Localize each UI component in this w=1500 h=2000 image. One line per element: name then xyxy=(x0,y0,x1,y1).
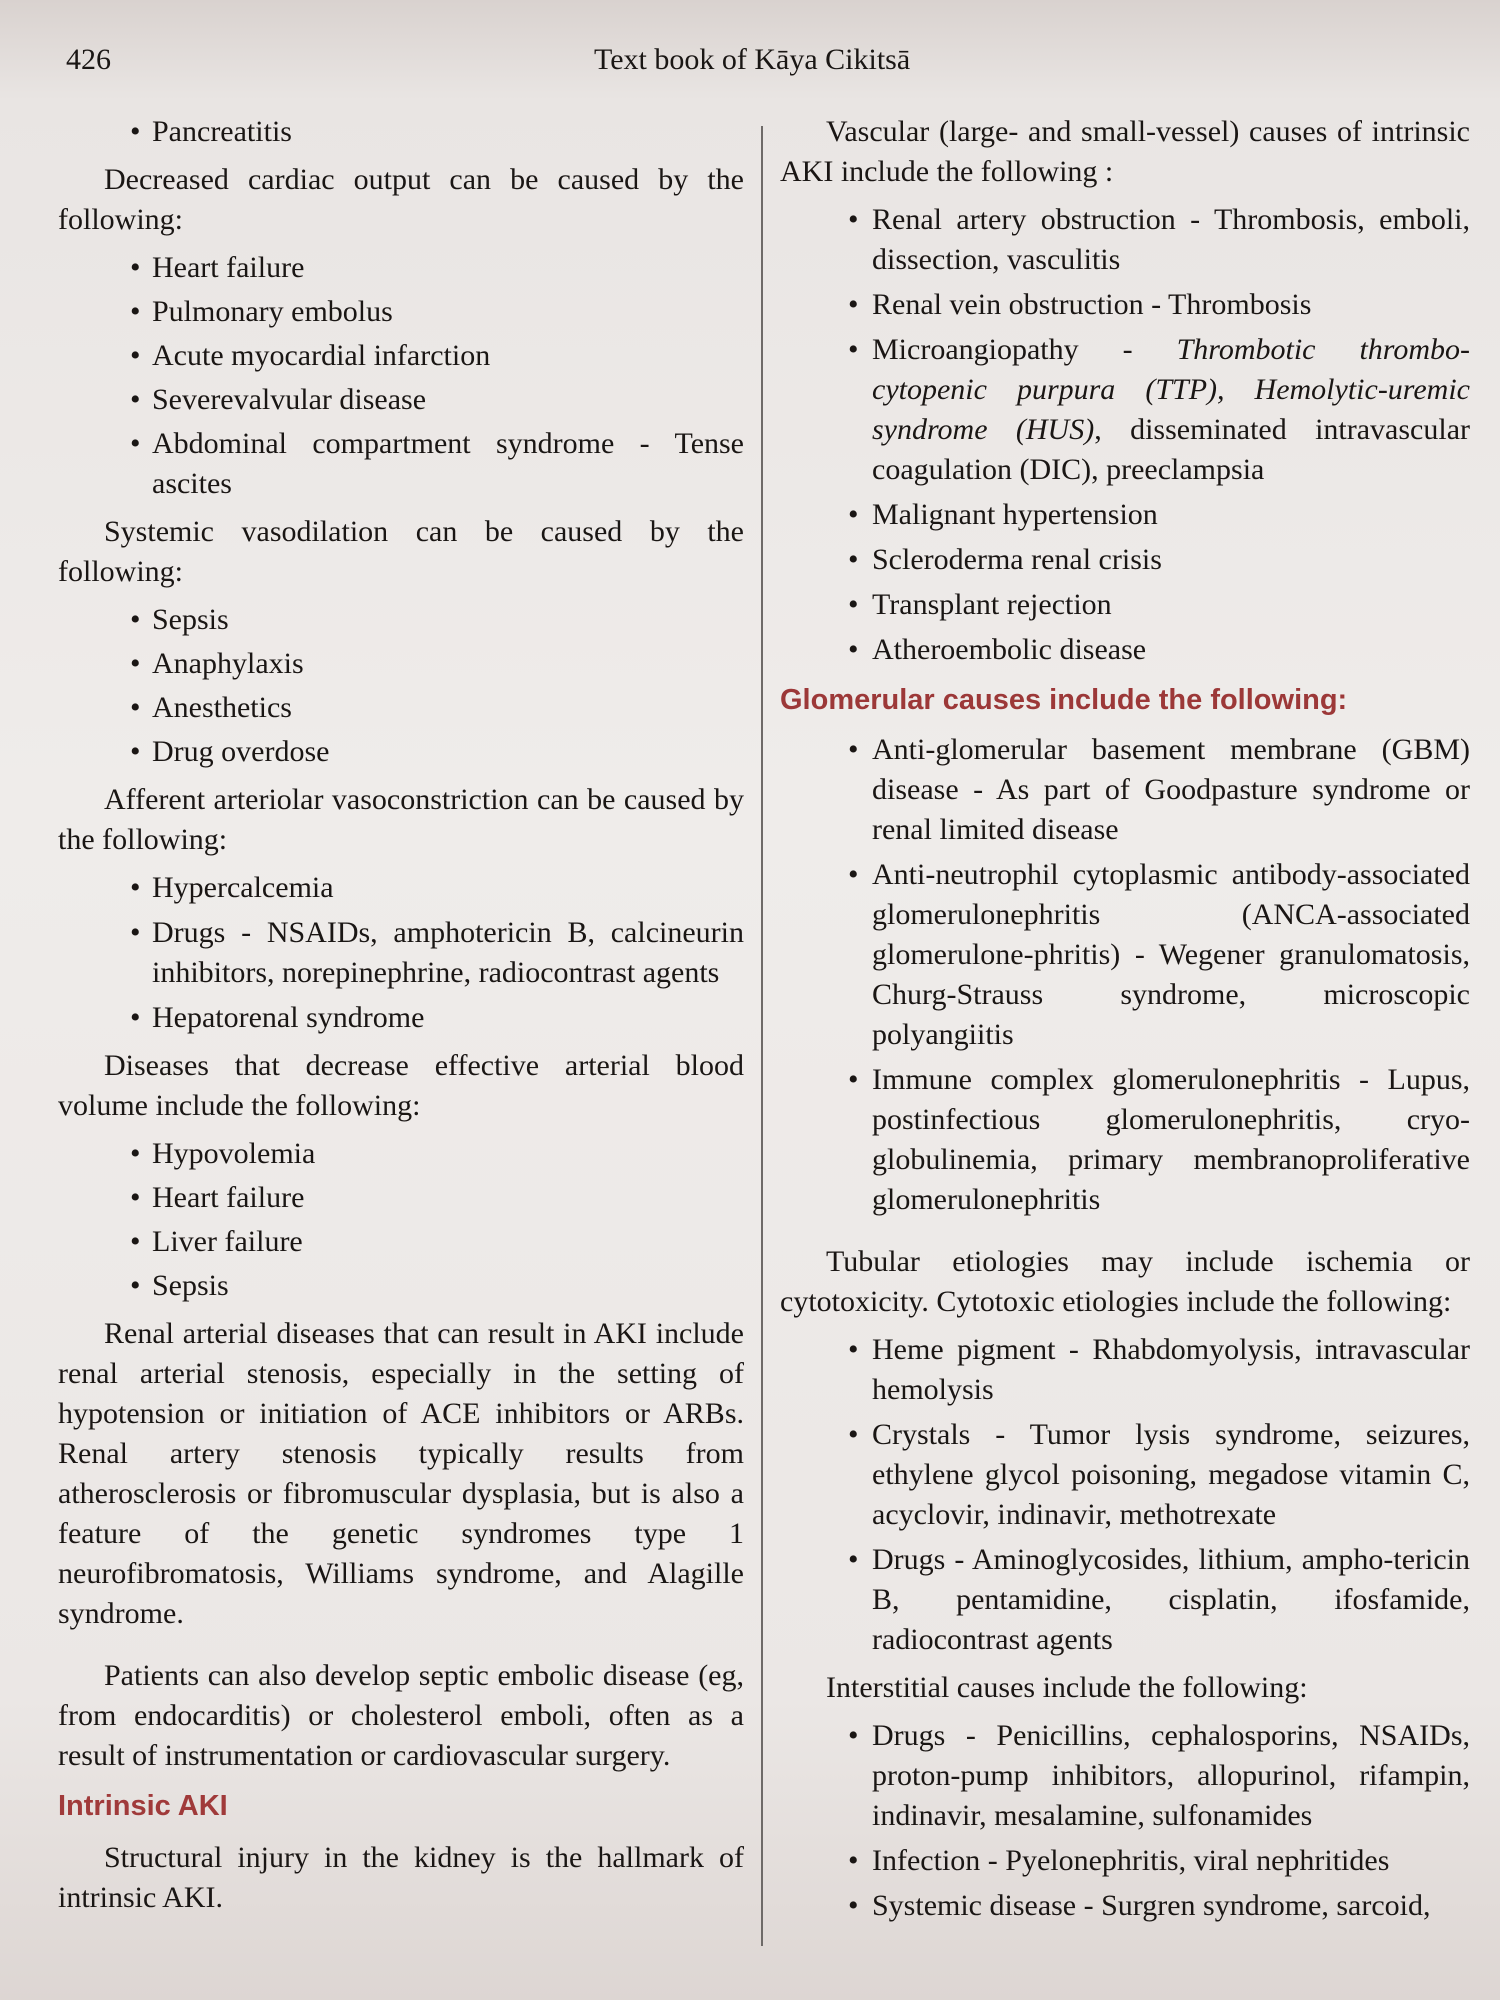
page-number: 426 xyxy=(66,43,111,76)
list-item: • Heart failure xyxy=(58,248,744,288)
microangiopathy-rest: , disseminated intravascular coagulation (DIC), preeclampsia xyxy=(872,413,1471,486)
list-item: • Heart failure xyxy=(58,1178,744,1218)
heading-glomerular-causes: Glomerular causes include the following: xyxy=(780,684,1348,716)
list-systemic-vasodilation xyxy=(58,600,744,772)
paragraph-arterial-blood-volume: Diseases that decrease effective arterial blood volume include the following: xyxy=(58,1049,744,1122)
list-item: • Atheroembolic disease xyxy=(780,630,1470,670)
microangiopathy-label: Microangiopathy - xyxy=(872,333,1177,366)
list-item: • Anesthetics xyxy=(58,688,744,728)
paragraph-afferent-vasoconstriction: Afferent arteriolar vasoconstriction can be caused by the following: xyxy=(58,783,744,856)
list-arterial-blood-volume xyxy=(58,1134,744,1306)
list-item: • Liver failure xyxy=(58,1222,744,1262)
paragraph-septic-embolic: Patients can also develop septic embolic disease (eg, from endocarditis) or cholesterol emboli, often as a result of instrumentation or cardiovascular surgery. xyxy=(58,1659,744,1772)
list-item: • Drugs - Aminoglycosides, lithium, ampho-tericin B, pentamidine, cisplatin, ifosfamide, radiocontrast agents xyxy=(780,1540,1470,1660)
list-item: • Scleroderma renal crisis xyxy=(780,540,1470,580)
list-item: • Crystals - Tumor lysis syndrome, seizures, ethylene glycol poisoning, megadose vitamin C, acyclovir, indinavir, methotrexate xyxy=(780,1415,1470,1535)
list-item: • Malignant hypertension xyxy=(780,495,1470,535)
list-afferent-vasoconstriction xyxy=(58,868,744,1038)
list-item: • Sepsis xyxy=(58,1266,744,1306)
page-header xyxy=(0,38,1500,82)
list-cardiac-output xyxy=(58,248,744,504)
list-item: • Transplant rejection xyxy=(780,585,1470,625)
list-item: • Immune complex glomerulonephritis - Lupus, postinfectious glomerulonephritis, cryo-globulinemia, primary membranoproliferative glomerulonephritis xyxy=(780,1060,1470,1220)
list-item: • Pulmonary embolus xyxy=(58,292,744,332)
list-item-microangiopathy xyxy=(780,330,1470,490)
paragraph-cardiac-output: Decreased cardiac output can be caused by the following: xyxy=(58,163,744,236)
paragraph-tubular-etiologies: Tubular etiologies may include ischemia or cytotoxicity. Cytotoxic etiologies include the following: xyxy=(780,1245,1470,1318)
paragraph-systemic-vasodilation: Systemic vasodilation can be caused by the following: xyxy=(58,515,744,588)
list-item: • Drugs - NSAIDs, amphotericin B, calcineurin inhibitors, norepinephrine, radiocontrast agents xyxy=(58,913,744,993)
list-item: • Anti-neutrophil cytoplasmic antibody-associated glomerulonephritis (ANCA-associated glomerulone-phritis) - Wegener granulomatosis, Churg-Strauss syndrome, microscopic polyangiitis xyxy=(780,855,1470,1055)
column-divider xyxy=(761,126,763,1946)
list-pancreatitis xyxy=(58,112,744,152)
list-tubular-etiologies xyxy=(780,1330,1470,1660)
left-column xyxy=(58,112,744,1926)
running-title: Text book of Kāya Cikitsā xyxy=(594,43,911,76)
list-glomerular-causes xyxy=(780,730,1470,1220)
list-vascular-causes xyxy=(780,200,1470,670)
right-column xyxy=(780,112,1470,1934)
list-item: • Sepsis xyxy=(58,600,744,640)
heading-intrinsic-aki: Intrinsic AKI xyxy=(58,1790,228,1822)
list-item: • Hypovolemia xyxy=(58,1134,744,1174)
paragraph-structural-injury: Structural injury in the kidney is the hallmark of intrinsic AKI. xyxy=(58,1841,744,1914)
list-item: • Systemic disease - Surgren syndrome, sarcoid, xyxy=(780,1886,1470,1926)
list-item: • Drug overdose xyxy=(58,732,744,772)
list-item: • Acute myocardial infarction xyxy=(58,336,744,376)
list-item: • Renal vein obstruction - Thrombosis xyxy=(780,285,1470,325)
list-item: • Severevalvular disease xyxy=(58,380,744,420)
list-interstitial-causes xyxy=(780,1716,1470,1926)
list-item: • Pancreatitis xyxy=(58,112,744,152)
list-item: • Infection - Pyelonephritis, viral nephritides xyxy=(780,1841,1470,1881)
list-item: • Abdominal compartment syndrome - Tense ascites xyxy=(58,424,744,504)
list-item: • Hypercalcemia xyxy=(58,868,744,908)
ttp-hus-italic: Thrombotic thrombo-cytopenic purpura (TTP), Hemolytic-uremic syndrome (HUS) xyxy=(872,333,1471,446)
list-item: • Renal artery obstruction - Thrombosis, emboli, dissection, vasculitis xyxy=(780,200,1470,280)
paragraph-renal-arterial: Renal arterial diseases that can result in AKI include renal arterial stenosis, especially in the setting of hypotension or initiation of ACE inhibitors or ARBs. Renal artery stenosis typically results from atherosclerosis or fibromuscular dysplasia, but is also a feature of the genetic syndromes type 1 neurofibromatosis, Williams syndrome, and Alagille syndrome. xyxy=(58,1317,744,1630)
list-item: • Heme pigment - Rhabdomyolysis, intravascular hemolysis xyxy=(780,1330,1470,1410)
paragraph-vascular-causes: Vascular (large- and small-vessel) causes of intrinsic AKI include the following : xyxy=(780,115,1470,188)
list-item: • Anaphylaxis xyxy=(58,644,744,684)
paragraph-interstitial-causes: Interstitial causes include the following: xyxy=(826,1671,1308,1704)
list-item: • Drugs - Penicillins, cephalosporins, NSAIDs, proton-pump inhibitors, allopurinol, rifampin, indinavir, mesalamine, sulfonamides xyxy=(780,1716,1470,1836)
list-item: • Anti-glomerular basement membrane (GBM) disease - As part of Goodpasture syndrome or renal limited disease xyxy=(780,730,1470,850)
list-item: • Hepatorenal syndrome xyxy=(58,998,744,1038)
